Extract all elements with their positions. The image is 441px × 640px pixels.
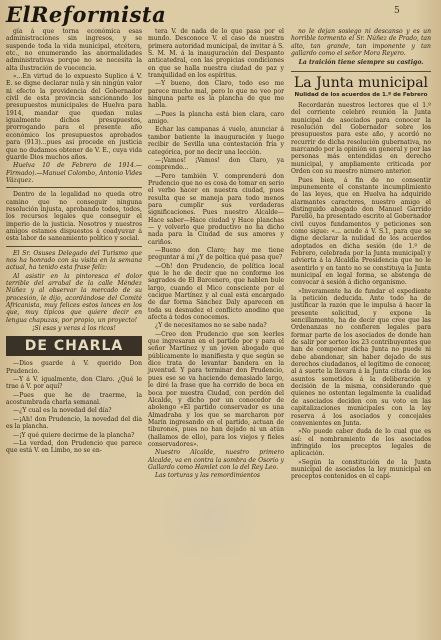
signature-paragraph: Huelva 10 de Febrero de 1914.— Firmado).—Manuel Colombo, Antonio Vides Vázquez. [6,162,142,184]
divider [6,187,142,188]
paragraph: no le dejan sosiego ni descanso y es un horrible tormento el Sr. Núñez de Prado, tan alto, tan grande, tan imponente y tan gallardo como el señor Mora Reyero. [291,28,431,58]
dialogue-line: —¡Y qué quiere decirme de la plancha? [13,431,135,439]
paragraph: »No puede caber duda de lo cual que es así: el nombramiento de los asociados infringido los preceptos legales de aplicación. [291,428,431,458]
masthead: ElReformista [6,2,167,27]
motto: La traición tiene siempre su castigo. [298,59,424,67]
paragraph: —Pero también V. comprenderá don Prudencio que no es cosa de tomar en serio el verbo hacer en nuestra ciudad, pues resulta que se maneja para todo menos para cumplir sus verdaderas significaciones. Pues nuestro Alcalde—Hace saber—Hace ciudad y Hace planchas— y volverlo que productivo no ha dicho nada para la Ciudad de sus amores y cariños. [148,172,284,246]
paragraph: El Sr. Osuses Delegado del Turismo que nos ha honrado con su visita en la semana actual, ha tenido esta frase feliz: [6,249,142,272]
paragraph: tera V. de nada de lo que pasa por el mundo. Desconoce V. el caso de nuestra primera autoridad municipal, de invitar á S. S. M. M. á la inauguración del Despanto anticatedral, con las propicias condiciones en que se halla nuestra ciudad de paz y tranquilidad en los espíritus. [148,28,284,80]
paragraph: —¡Vamos! ¡Vamos! don Claro, ya comprendo... [148,156,284,172]
paragraph: Nuestro Alcalde, nuestro primero Alcalde, va en contra la sombra de Osorio y Gallardo como Hamlet con la del Rey Leo. [148,449,284,471]
paragraph: —Pues la plancha está bien clara, caro amigo. [148,110,284,126]
dialogue-line: —¿Y cual es la novedad del día? [13,407,112,415]
divider [6,246,142,247]
paragraph: Al asistir en la pintoresca el dolor terrible del arrabal de la calle Méndez Núñez y al observar la mercado de su procesión, le dijo, acordándose del Comité Africanista, muy felices estos lances en los que, muy típicos que quiere decir en lengua chapuzas, por propio, un proyecto! [6,272,142,324]
paragraph: gía á que torna económica esas administraciones sin ingresos, y se suspende toda la vida municipal, etcétera, etc., no enumerando las anormalidades administrativas porque no se necesita la alta ilustración de vuecencia. [6,28,142,72]
paragraph: Recordarán nuestros lectores que el 1.º del corriente celebró reunión la Junta municipal de asociados para conocer la resolución del Gobernador sobre los presupuestos para este año, y acordó no recurrir de dicha resolución gubernativa, no marcando por la opinión en general y por las personas más entendidas en derecho municipal, y ampliamente criticada por Orden con su nuestro número anterior. [291,102,431,176]
article-subtitle: Nulidad de los acuerdos de 1.º de Febrero [294,91,428,98]
dialogue-line: —Y á V. igualmente, don Claro. ¿Qué le trae á V. por aquí? [6,376,142,391]
dialogue-line: —Dios guarde á V. querido Don Prudencio. [6,360,142,375]
column-left [6,28,142,456]
section-title: DE CHARLA [6,336,142,356]
page-number: 5 [394,6,400,16]
paragraph: Pues bien, á fin de no consentir impunemente el constante incumplimiento de las leyes, que en Huelva ha adquirido alarmantes caracteres, nuestro amigo el distinguido abogado don Manuel Garrido Parelló, ha presentado escrito al Gobernador civil cuyos fundamentos y peticiones son como sigue: «... acude á V. S.1, para que se digne declarar la nulidad de los acuerdos adoptados en dicha sesión (de 1.º de Febrero, celebrada por la Junta municipal) y advierta á la Alcaldía Presidencia que no le asentirlo y en tanto no se constituya la Junta municipal en legal forma, se abstenga de convocar á sesión á dicho organismo. [291,176,431,287]
paragraph: —Oh! don Prudencio, de política local que le he de decir que no conforme los sagrados de El Barcenero, que hablen bule largo, cuando el Mico consciente por el cacique Martínez y al cual está encargado de dar forma Sánchez Daly aparecen en toda su desnudez el conflicto anodino que afecta á todos conocemos. [148,262,284,322]
article-title: La Junta municipal [293,74,429,91]
paragraph: Las torturas y las remordimientos [155,472,261,480]
dialogue-line: —¡Ah! don Prudencio, la novedad del día es la plancha. [6,415,142,431]
paragraph: Dentro de la legalidad no queda otro camino que no conseguir ninguna resolución injusta, aprobando todos, todos, los recursos legales que conseguir el imperio de la justicia. Nosotros y nuestros amigos estamos dispuestos á coadyuvar á esta labor de saneamiento político y social. [6,191,142,243]
paragraph: ¡Si esas y veras á los ricos! [32,325,116,333]
paragraph: ¿Y de necesitamos no se sabe nada? [155,322,267,330]
column-middle [148,28,284,481]
paragraph: »Según la constitución de la Junta municipal de asociados la ley municipal en preceptos contenidos en el capí- [291,458,431,481]
dialogue-line: —Pues que he de traerme, la acostumbrada charla semanal. [6,391,142,407]
paragraph: —Bueno don Claro; hay me tiene preguntar á mí ¿Y de poltica qué pasa que? [148,246,284,262]
divider [291,71,431,72]
water-stain [150,470,270,560]
column-right [291,28,431,482]
dialogue-line: —La verdad, don Prudencio que parece que está V. en Limbo, no se en- [6,439,142,455]
paragraph: —Y bueno, don Claro, todo eso me parece mucho mal, pero lo que no veo por ninguna parte es la plancha de que me habla. [148,80,284,110]
paragraph: —Creo don Prudencio que son leerles que ingresaran en el partido por y para el señor Martínez y un joven abogado que públicamente lo manifiesta y que según se dice trata de levantar bandera en la juventud. Y para terminar don Prudencio, pues ese se va haciendo demasiado largo, le diré la frase que ha corrido de boca en boca por nuestra Ciudad, con perdón del Alcalde, y dicho por un conocedor de abolengo «El partido conservador es una Almadraba y los que se marcharon por Marín ingresando en el partido, actuan de tiburones, pues no han dejado ni un atún (hallamos de ello), para los viejos y fieles conservadores». [148,330,284,448]
paragraph: «...En virtud de lo expuesto Suplico á V. E. se digne declarar nula y sin ningún valor ni efecto la providencia del Gobernador civil de esta provincia sancionando los presupuestos municipales de Huelva para 1914, mandar que quedan nulas igualmente dichos presupuestos, prorrogando para el presente año económico los presupuestos aprobados para (913)...pues así procede en justicia que no dudamos obtener de V. E., cuya vida guarde Dios muchos años. [6,73,142,161]
paragraph: »Inveramente ha de fundar el expediente la petición deducida. Ante todo ha de justificar la razón que le impulsa á hacer la presente solicitud, y expone la sencillamente, ha de decir que cree que las Ordenanzas no confieren legales para formar parte de los asociados de donde han de salir por sorteo los 23 contribuyentes que han de componer dicha Junta no puede ni debe abandonar, sin haber dejado de sus derechos ciudadanos, el legítimo de conocer, al á suerte la llevara á la Junta citada de los asuntos sometidos á la deliberación y decisión de la misma, considerando que quienes no ostentan legalmente la cualidad de asociados deciden con su voto en las capitalizaciones municipales con la ley reserva á los asociados y concejales convenientes en Junta. [291,287,431,427]
paragraph: Echar las campanas á vuelo, anunciar á tambor batiente la inauguración y luego recibir de Sevilla una contestación fría y categórica, por no decir una lección. [148,126,284,156]
